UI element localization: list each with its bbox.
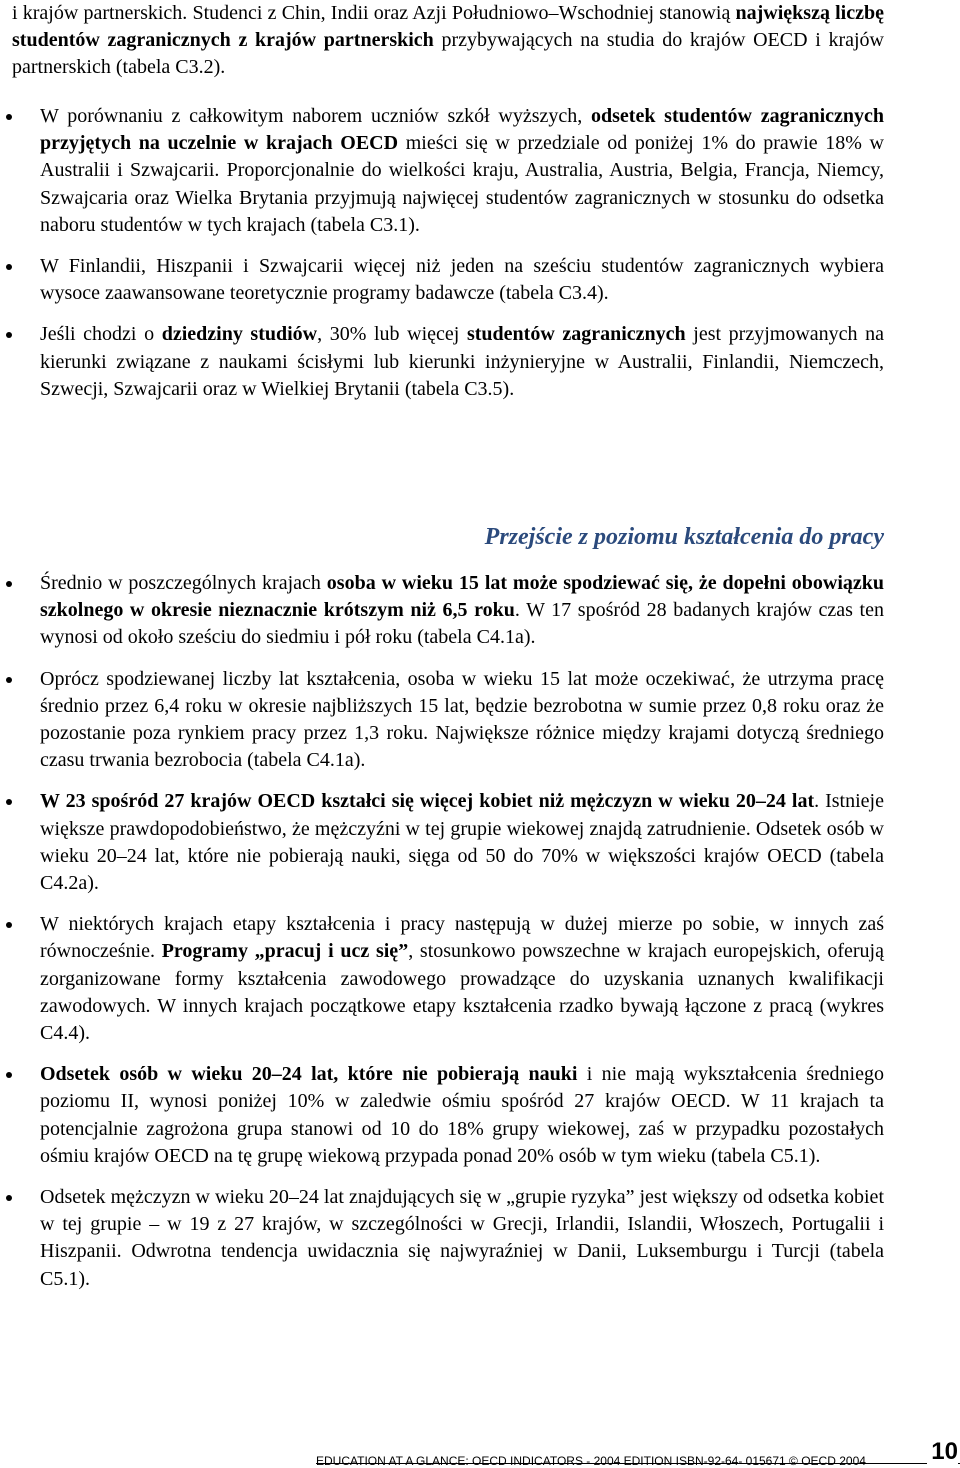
bullet-item <box>40 911 889 1047</box>
bold-text-run: odsetek studentów zagranicznych przyjętych na uczelnie w krajach OECD <box>40 105 890 155</box>
bold-text-run: dziedziny studiów <box>161 323 318 346</box>
text-run: W porównaniu z całkowitym naborem uczniów szkół wyższych, <box>40 105 591 127</box>
text-run: Oprócz spodziewanej liczby lat kształcenia, osoba w wieku 15 lat może oczekiwać, że utrzyma pracę średnio przez 6,4 roku w okresie najbliższych 15 lat, będzie bezrobotna w sumie przez 0,8 roku oraz że pozostanie poza rynkiem pracy przez 1,3 roku. Największe różnice między krajami dotyczą średniego czasu trwania bezrobocia (tabela C4.1a). <box>40 667 889 772</box>
bold-text-run: Odsetek osób w wieku 20–24 lat, które nie pobierają nauki <box>40 1063 578 1086</box>
bullet-icon <box>6 114 12 120</box>
section-heading: Przejście z poziomu kształcenia do pracy <box>484 524 884 550</box>
bullet-icon <box>6 799 12 805</box>
intro-paragraph <box>12 0 889 82</box>
bold-text-run: największą liczbę studentów zagranicznych z krajów partnerskich <box>12 2 889 52</box>
bullet-list-students <box>40 103 890 403</box>
bullet-icon <box>6 1195 12 1201</box>
bullet-item <box>40 666 889 775</box>
page-footer <box>316 1438 960 1468</box>
bold-text-run: osoba w wieku 15 lat może spodziewać się, że dopełni obowiązku szkolnego w okresie nieznacznie krótszym niż 6,5 roku <box>40 572 890 622</box>
text-run: przybywających na studia do krajów OECD i krajów partnerskich (tabela C3.2). <box>12 29 889 79</box>
bullet-item <box>40 788 889 897</box>
bold-text-run: Programy „pracuj i ucz się” <box>161 940 409 963</box>
text-run: W niektórych krajach etapy kształcenia i pracy następują w dużej mierze po sobie, w innych zaś równocześnie. <box>40 913 889 963</box>
bullet-item <box>40 253 889 307</box>
text-run: . Istnieje większe prawdopodobieństwo, że mężczyźni w tej grupie wiekowej znajdą zatrudnienie. Odsetek osób w wieku 20–24 lat, które nie pobierają nauki, sięga od 50 do 70% w większości krajów OECD (tabela C4.2a). <box>40 790 889 895</box>
text-run: Jeśli chodzi o <box>40 323 162 346</box>
bullet-icon <box>6 1072 12 1078</box>
page-number: 10 <box>927 1438 958 1466</box>
text-run: W Finlandii, Hiszpanii i Szwajcarii więcej niż jeden na sześciu studentów zagranicznych wybiera wysoce zaawansowane teoretycznie programy badawcze (tabela C3.4). <box>40 255 889 305</box>
text-run: mieści się w przedziale od poniżej 1% do prawie 18% w Australii i Szwajcarii. Proporcjonalnie do wielkości kraju, Australia, Austria, Belgia, Francja, Niemcy, Szwajcaria oraz Wielka Brytania przyjmują najwięcej studentów zagranicznych w stosunku do odsetka naboru studentów w tych krajach (tabela C3.1). <box>40 132 889 236</box>
bullet-icon <box>6 332 12 338</box>
bullet-item <box>40 103 890 239</box>
bullet-item <box>40 570 890 652</box>
bold-text-run: studentów zagranicznych <box>466 323 686 346</box>
text-run: i krajów partnerskich. Studenci z Chin, Indii oraz Azji Południowo–Wschodniej stanowią <box>12 2 736 24</box>
text-run: . W 17 spośród 28 badanych krajów czas ten wynosi od około sześciu do siedmiu i pół roku (tabela C4.1a). <box>40 599 889 649</box>
bullet-item <box>40 1184 889 1293</box>
text-run: jest przyjmowanych na kierunki związane z naukami ścisłymi lub kierunki inżynieryjne w Australii, Finlandii, Niemczech, Szwecji, Szwajcarii oraz w Wielkiej Brytanii (tabela C3.5). <box>40 323 890 400</box>
bullet-list-transition <box>40 570 890 1293</box>
bold-text-run: W 23 spośród 27 krajów OECD kształci się więcej kobiet niż mężczyzn w wieku 20–24 lat <box>40 790 815 813</box>
text-run: Odsetek mężczyzn w wieku 20–24 lat znajdujących się w „grupie ryzyka” jest większy od odsetka kobiet w tej grupie – w 19 z 27 krajów, w szczególności w Grecji, Irlandii, Islandii, Włoszech, Portugalii i Hiszpanii. Odwrotna tendencja uwidacznia się najwyraźniej w Danii, Luksemburgu i Turcji (tabela C5.1). <box>40 1186 889 1290</box>
bullet-icon <box>6 677 12 683</box>
bullet-icon <box>6 922 12 928</box>
text-run: i nie mają wykształcenia średniego poziomu II, wynosi poniżej 10% w zaledwie ośmiu spośród 27 krajów OECD. W 11 krajach ta potencjalnie zagrożona grupa stanowi od 10 do 18% grupy wiekowej, zaś w przypadku pozostałych ośmiu krajów OECD na tę grupę wiekową przypada ponad 20% osób w tym wieku (tabela C5.1). <box>40 1063 889 1167</box>
text-run: Średnio w poszczególnych krajach <box>40 572 327 594</box>
bullet-item <box>40 321 890 403</box>
text-run: , 30% lub więcej <box>317 323 467 346</box>
bullet-item <box>40 1061 889 1170</box>
footer-text: EDUCATION AT A GLANCE: OECD INDICATORS - 2004 EDITION ISBN-92-64- 015671 © OECD 2004 <box>316 1454 866 1468</box>
bullet-icon <box>6 264 12 270</box>
text-run: , stosunkowo powszechne w krajach europejskich, oferują zorganizowane formy kształcenia zawodowego prowadzące do uzyskania uznanych kwalifikacji zawodowych. W innych krajach początkowe etapy kształcenia rzadko bywają łączone z pracą (wykres C4.4). <box>40 940 889 1045</box>
bullet-icon <box>6 581 12 587</box>
